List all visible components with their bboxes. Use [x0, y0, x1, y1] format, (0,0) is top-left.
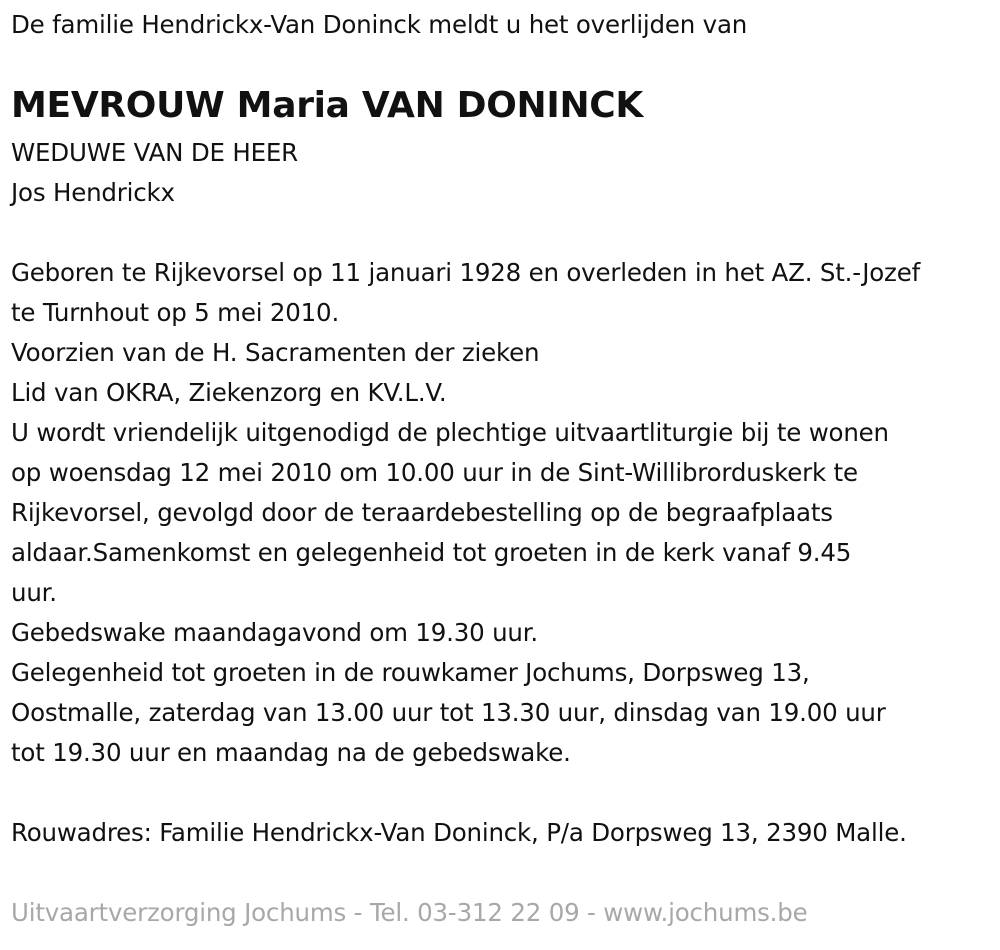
deceased-name: MEVROUW Maria VAN DONINCK: [11, 85, 644, 126]
body-line: aldaar.Samenkomst en gelegenheid tot groeten in de kerk vanaf 9.45: [11, 538, 852, 567]
body-line: Gebedswake maandagavond om 19.30 uur.: [11, 618, 538, 647]
body-line: uur.: [11, 578, 57, 607]
body-line: U wordt vriendelijk uitgenodigd de plechtige uitvaartliturgie bij te wonen: [11, 418, 889, 447]
mourning-address: Rouwadres: Familie Hendrickx-Van Doninck, P/a Dorpsweg 13, 2390 Malle.: [11, 818, 907, 847]
body-line: Oostmalle, zaterdag van 13.00 uur tot 13.30 uur, dinsdag van 19.00 uur: [11, 698, 886, 727]
spouse-block: [11, 133, 298, 213]
body-line: te Turnhout op 5 mei 2010.: [11, 298, 340, 327]
widow-of-text: WEDUWE VAN DE HEER: [11, 138, 299, 167]
body-line: Voorzien van de H. Sacramenten der zieken: [11, 338, 540, 367]
body-line: Rijkevorsel, gevolgd door de teraardebestelling op de begraafplaats: [11, 498, 833, 527]
funeral-home-footer: Uitvaartverzorging Jochums - Tel. 03-312 22 09 - www.jochums.be: [11, 898, 808, 927]
body-line: Lid van OKRA, Ziekenzorg en KV.L.V.: [11, 378, 447, 407]
notice-body: [11, 253, 920, 773]
spouse-name: Jos Hendrickx: [11, 178, 175, 207]
body-line: Gelegenheid tot groeten in de rouwkamer Jochums, Dorpsweg 13,: [11, 658, 810, 687]
body-line: op woensdag 12 mei 2010 om 10.00 uur in de Sint-Willibrorduskerk te: [11, 458, 858, 487]
body-line: Geboren te Rijkevorsel op 11 januari 1928 en overleden in het AZ. St.-Jozef: [11, 258, 921, 287]
intro-text: De familie Hendrickx-Van Doninck meldt u het overlijden van: [11, 10, 748, 39]
body-line: tot 19.30 uur en maandag na de gebedswake.: [11, 738, 571, 767]
